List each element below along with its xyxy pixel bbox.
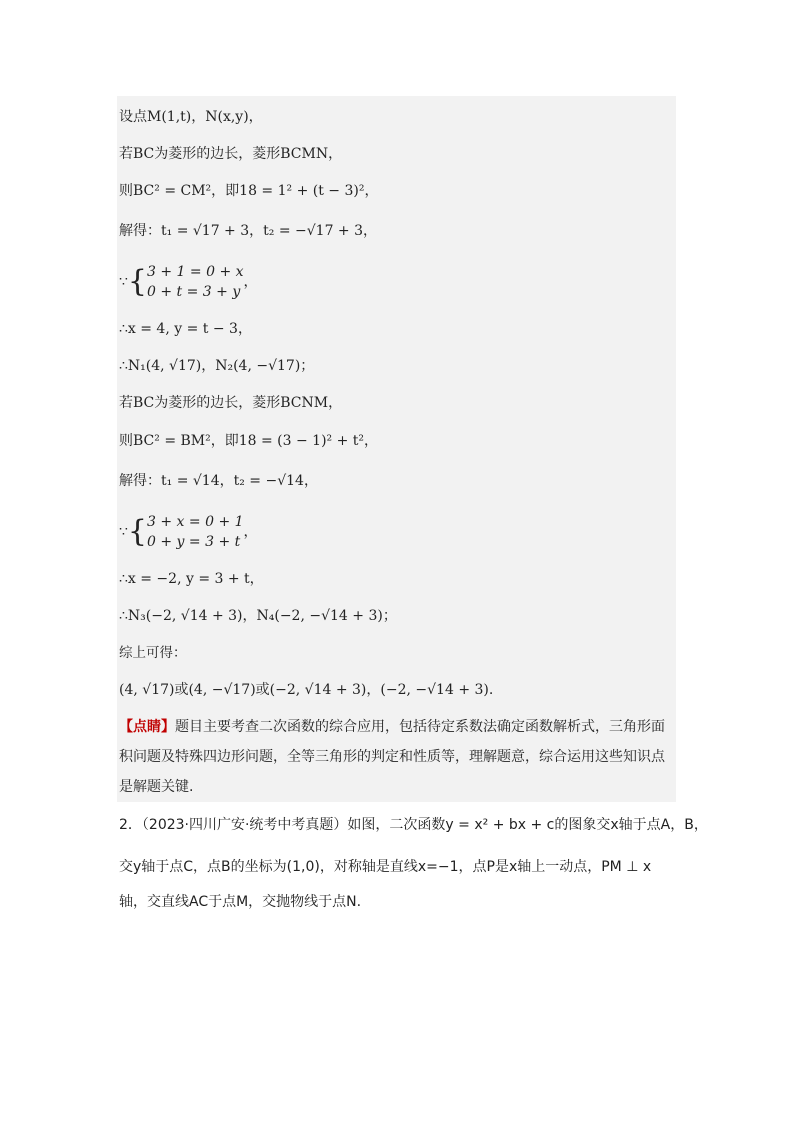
problem-line-3: 轴，交直线AC于点M，交抛物线于点N. bbox=[119, 894, 362, 910]
solution-system-1: ∵{3 + 1 = 0 + x 0 + t = 3 + y， bbox=[119, 264, 258, 300]
brace-icon: { bbox=[127, 514, 148, 549]
solution-line-6: ∴x = 4, y = t − 3， bbox=[119, 321, 252, 337]
solution-line-15: (4, √17)或(4, −√17)或(−2, √14 + 3)，(−2, −√14 + 3). bbox=[119, 682, 494, 698]
key-point-tag: 【点睛】 bbox=[119, 719, 175, 735]
solution-line-8: 若BC为菱形的边长，菱形BCNM， bbox=[119, 395, 343, 411]
solution-line-10: 解得：t₁ = √14，t₂ = −√14， bbox=[119, 473, 318, 489]
key-point-note bbox=[119, 712, 674, 802]
system1-eq2: 0 + t = 3 + y bbox=[147, 284, 241, 300]
solution-line-13: ∴N₃(−2, √14 + 3)，N₄(−2, −√14 + 3)； bbox=[119, 608, 397, 624]
solution-line-7: ∴N₁(4, √17)，N₂(4, −√17)； bbox=[119, 358, 315, 374]
solution-line-4: 解得：t₁ = √17 + 3，t₂ = −√17 + 3， bbox=[119, 223, 378, 239]
solution-line-12: ∴x = −2, y = 3 + t， bbox=[119, 571, 264, 587]
system1-eq1: 3 + 1 = 0 + x bbox=[147, 264, 244, 280]
solution-line-9: 则BC² = BM²，即18 = (3 − 1)² + t²， bbox=[119, 433, 379, 449]
solution-line-1: 设点M(1,t)，N(x,y)， bbox=[119, 109, 263, 125]
solution-system-2: ∵{3 + x = 0 + 1 0 + y = 3 + t， bbox=[119, 514, 258, 550]
brace-icon: { bbox=[127, 264, 148, 299]
problem-line-1: 2．（2023·四川广安·统考中考真题）如图，二次函数y = x² + bx + c的图象交x轴于点A，B， bbox=[119, 817, 708, 833]
key-point-text: 题目主要考查二次函数的综合应用，包括待定系数法确定函数解析式，三角形面积问题及特殊四边形问题，全等三角形的判定和性质等，理解题意，综合运用这些知识点是解题关键. bbox=[119, 719, 665, 795]
solution-line-14: 综上可得： bbox=[119, 645, 187, 661]
because-symbol: ∵ bbox=[119, 524, 128, 540]
solution-line-3: 则BC² = CM²，即18 = 1² + (t − 3)²， bbox=[119, 183, 379, 199]
system2-eq2: 0 + y = 3 + t bbox=[147, 534, 241, 550]
problem-line-2: 交y轴于点C，点B的坐标为(1,0)，对称轴是直线x=−1，点P是x轴上一动点，PM ⊥ x bbox=[119, 859, 652, 875]
solution-line-2: 若BC为菱形的边长，菱形BCMN， bbox=[119, 146, 343, 162]
because-symbol: ∵ bbox=[119, 274, 128, 290]
system2-eq1: 3 + x = 0 + 1 bbox=[147, 514, 244, 530]
